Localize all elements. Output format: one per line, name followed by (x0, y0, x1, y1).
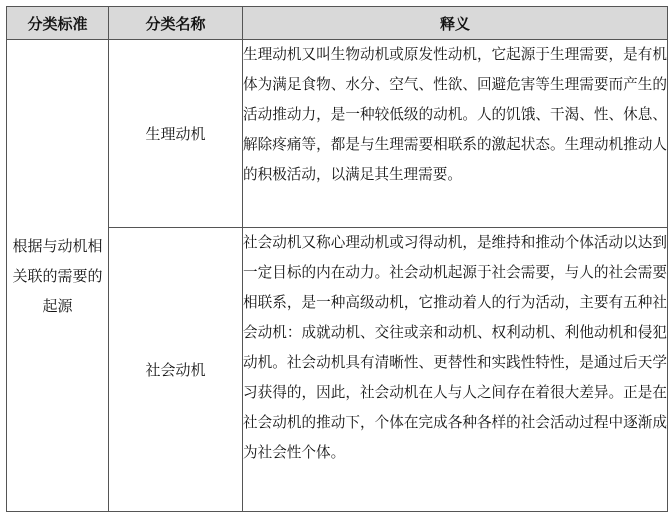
category-name-cell: 生理动机 (109, 40, 243, 228)
definition-cell: 生理动机又叫生物动机或原发性动机，它起源于生理需要，是有机体为满足食物、水分、空气、性欲、回避危害等生理需要而产生的活动推动力，是一种较低级的动机。人的饥饿、干渴、性、休息、解除疼痛等，都是与生理需要相联系的激起状态。生理动机推动人的积极活动，以满足其生理需要。 (243, 40, 668, 228)
criterion-cell: 根据与动机相关联的需要的起源 (7, 40, 109, 512)
header-definition: 释义 (243, 7, 668, 40)
table-row (7, 40, 668, 228)
motive-classification-table (6, 6, 668, 512)
header-criterion: 分类标准 (7, 7, 109, 40)
table-header-row (7, 7, 668, 40)
definition-cell: 社会动机又称心理动机或习得动机，是维持和推动个体活动以达到一定目标的内在动力。社会动机起源于社会需要，与人的社会需要相联系，是一种高级动机，它推动着人的行为活动，主要有五种社会动机：成就动机、交往或亲和动机、权利动机、利他动机和侵犯动机。社会动机具有清晰性、更替性和实践性特性，是通过后天学习获得的，因此，社会动机在人与人之间存在着很大差异。正是在社会动机的推动下，个体在完成各种各样的社会活动过程中逐渐成为社会性个体。 (243, 228, 668, 512)
header-category-name: 分类名称 (109, 7, 243, 40)
category-name-cell: 社会动机 (109, 228, 243, 512)
